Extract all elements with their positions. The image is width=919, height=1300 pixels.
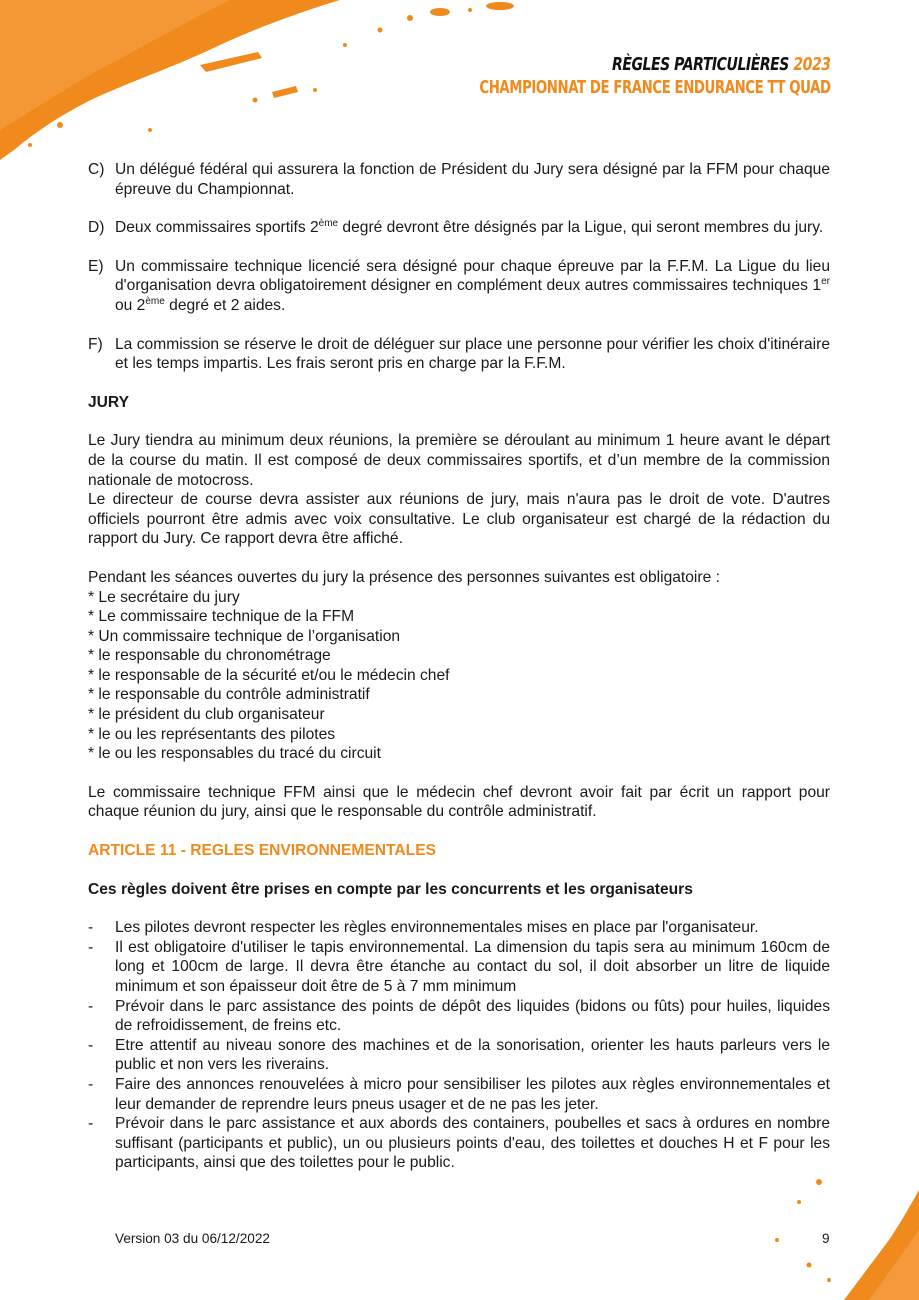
list-item xyxy=(88,918,830,938)
list-item-d xyxy=(88,218,830,238)
header-title: RÈGLES PARTICULIÈRES xyxy=(612,54,790,75)
list-item: * le responsable du chronométrage xyxy=(88,647,331,665)
list-item xyxy=(88,1036,830,1075)
header-subtitle: CHAMPIONNAT DE FRANCE ENDURANCE TT QUAD xyxy=(479,77,831,98)
item-text: Prévoir dans le parc assistance et aux abords des containers, poubelles et sacs à ordures en nombre suffisant (participants et public), un ou plusieurs points d'eau, des toilettes et douches H et F pour les participants, ainsi que des toilettes pour le public. xyxy=(115,1115,830,1172)
list-item xyxy=(88,938,830,997)
item-text: Les pilotes devront respecter les règles environnementales mises en place par l'organisateur. xyxy=(115,919,759,937)
item-label: F) xyxy=(88,335,103,353)
item-text: Faire des annonces renouvelées à micro pour sensibiliser les pilotes aux règles environnementales et leur demander de reprendre leurs pneus usager et de ne pas les jeter. xyxy=(115,1075,830,1113)
header-title-line xyxy=(461,54,831,76)
article-11-subheading: Ces règles doivent être prises en compte par les concurrents et les organisateurs xyxy=(88,880,693,898)
item-text: Un délégué fédéral qui assurera la fonction de Président du Jury sera désigné par la FFM pour chaque épreuve du Championnat. xyxy=(115,161,830,198)
list-item: * le ou les responsables du tracé du circuit xyxy=(88,745,381,763)
list-item: * Un commissaire technique de l’organisation xyxy=(88,627,401,645)
list-item xyxy=(88,997,830,1036)
header-year: 2023 xyxy=(793,54,831,75)
list-item-f xyxy=(88,335,830,374)
dash-marker: - xyxy=(88,919,94,937)
item-text: Un commissaire technique licencié sera désigné pour chaque épreuve par la F.F.M. La Ligue du lieu d'organisation devra obligatoirement désigner en complément deux autres commissaires techniques 1er ou 2ème degré et 2 aides. xyxy=(115,257,830,314)
list-item: * le ou les représentants des pilotes xyxy=(88,725,336,743)
item-text: Prévoir dans le parc assistance des points de dépôt des liquides (bidons ou fûts) pour huiles, liquides de refroidissement, de freins etc. xyxy=(115,997,830,1035)
jury-paragraph-1: Le Jury tiendra au minimum deux réunions, la première se déroulant au minimum 1 heure avant le départ de la course du matin. Il est composé de deux commissaires sportifs, et d’un membre de la commission nationale de motocross. xyxy=(88,432,830,489)
footer-version: Version 03 du 06/12/2022 xyxy=(115,1231,270,1246)
list-item: * le président du club organisateur xyxy=(88,706,325,724)
list-item: * le responsable de la sécurité et/ou le médecin chef xyxy=(88,666,450,684)
list-item: * Le commissaire technique de la FFM xyxy=(88,608,355,626)
item-text: Etre attentif au niveau sonore des machines et de la sonorisation, orienter les hauts parleurs vers le public et non vers les riverains. xyxy=(115,1036,830,1074)
jury-paragraph-3: Le commissaire technique FFM ainsi que le médecin chef devront avoir fait par écrit un rapport pour chaque réunion du jury, ainsi que le responsable du contrôle administratif. xyxy=(88,783,830,821)
item-text: La commission se réserve le droit de déléguer sur place une personne pour vérifier les choix d'itinéraire et les temps impartis. Les frais seront pris en charge par la F.F.M. xyxy=(115,335,830,373)
article-11-heading: ARTICLE 11 - REGLES ENVIRONNEMENTALES xyxy=(88,842,437,860)
page-header xyxy=(356,54,831,100)
jury-list-intro: Pendant les séances ouvertes du jury la présence des personnes suivantes est obligatoire : xyxy=(88,568,720,586)
list-item-e xyxy=(88,257,830,316)
list-item: * Le secrétaire du jury xyxy=(88,588,240,606)
page-number: 9 xyxy=(822,1231,830,1246)
item-label: D) xyxy=(88,219,105,237)
jury-heading: JURY xyxy=(88,393,130,411)
orange-splash-bottom-decoration xyxy=(749,1170,919,1300)
document-body xyxy=(88,160,830,1173)
item-text: Deux commissaires sportifs 2ème degré devront être désignés par la Ligue, qui seront membres du jury. xyxy=(115,218,824,237)
list-item xyxy=(88,1114,830,1173)
item-label: E) xyxy=(88,257,104,275)
list-item: * le responsable du contrôle administratif xyxy=(88,686,370,704)
dash-marker: - xyxy=(88,1075,94,1093)
item-text: Il est obligatoire d'utiliser le tapis environnemental. La dimension du tapis sera au minimum 160cm de long et 100cm de large. Il devra être étanche au contact du sol, il doit absorber un litre de liquide minimum et son épaisseur doit être de 5 à 7 mm minimum xyxy=(115,938,830,995)
item-label: C) xyxy=(88,161,105,178)
dash-marker: - xyxy=(88,938,94,956)
jury-paragraph-2: Le directeur de course devra assister aux réunions de jury, mais n'aura pas le droit de vote. D'autres officiels pourront être admis avec voix consultative. Le club organisateur est chargé de la rédaction du rapport du Jury. Ce rapport devra être affiché. xyxy=(88,491,830,548)
list-item-c xyxy=(88,160,830,199)
dash-marker: - xyxy=(88,997,94,1015)
dash-marker: - xyxy=(88,1036,94,1054)
list-item xyxy=(88,1075,830,1114)
dash-marker: - xyxy=(88,1115,94,1133)
